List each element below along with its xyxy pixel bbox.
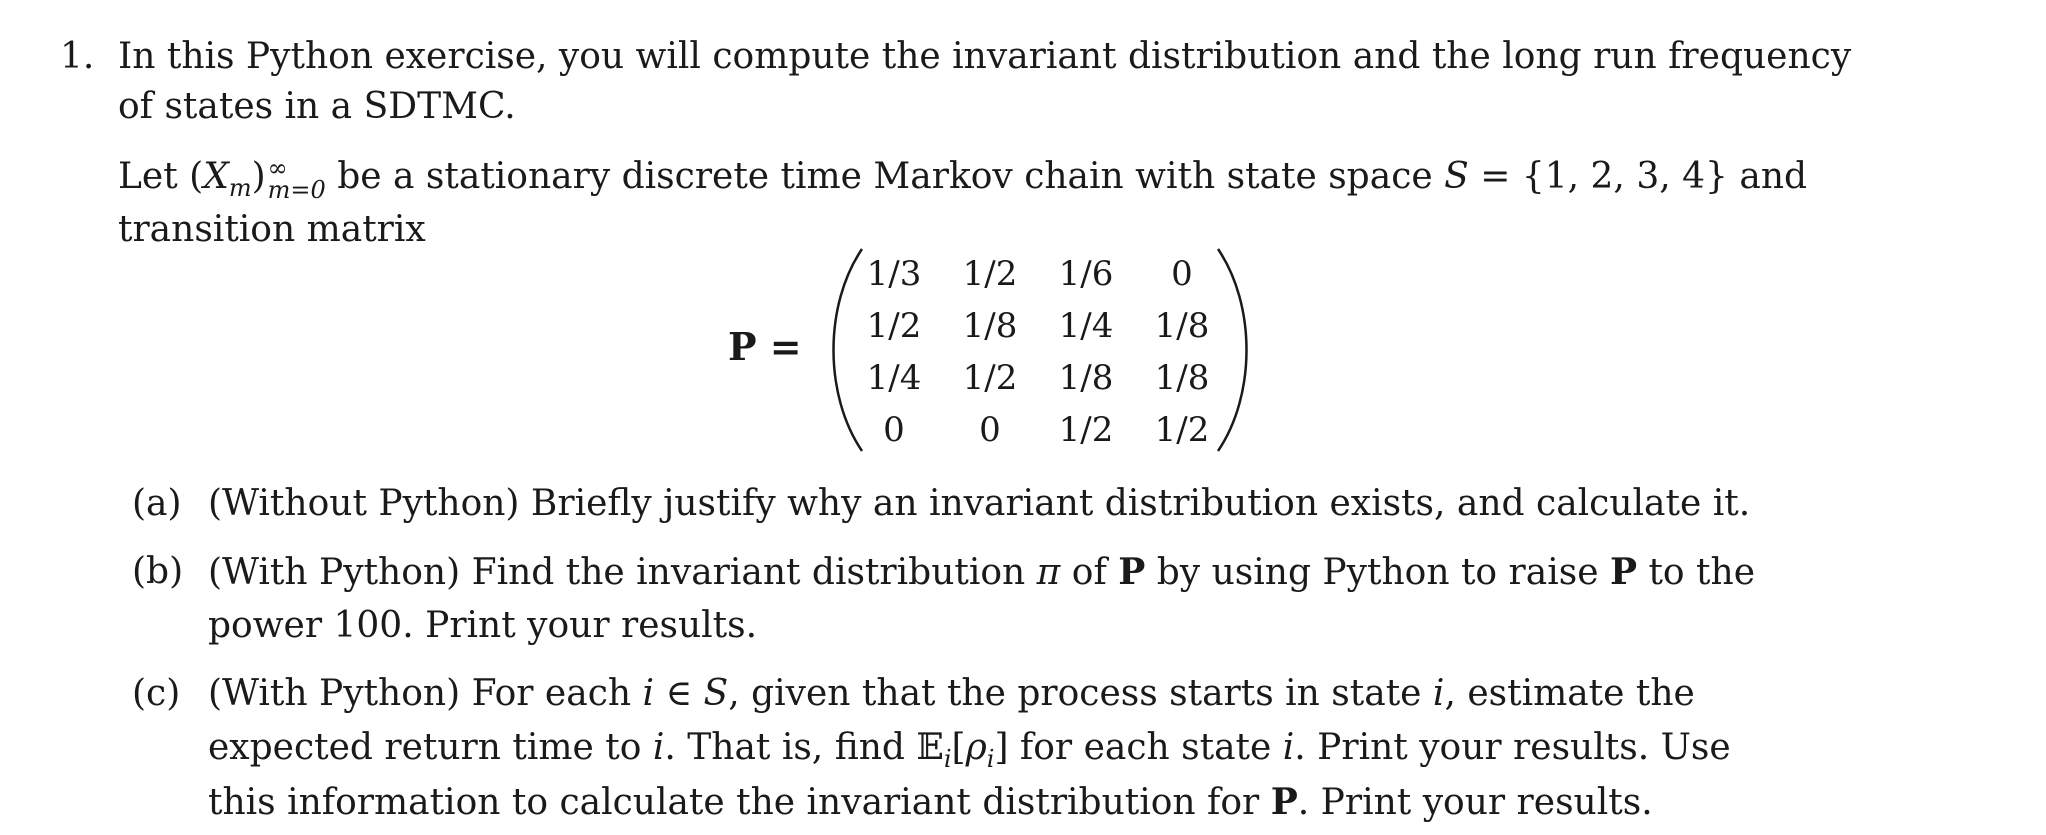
part-c-text-4: , estimate the xyxy=(1444,673,1695,714)
part-c-text-3: , given that the process starts in state xyxy=(728,673,1433,714)
part-b-line-2: power 100. Print your results. xyxy=(208,605,758,646)
paren-open: ( xyxy=(189,156,204,197)
part-b-text-3: by using Python to raise xyxy=(1145,552,1610,593)
transition-matrix-label: transition matrix xyxy=(118,209,426,250)
state-space-symbol: S xyxy=(1444,156,1469,197)
expectation-subscript: i xyxy=(943,745,952,774)
part-c-text-1: (With Python) For each xyxy=(208,673,643,714)
let-line xyxy=(118,154,1808,204)
i-symbol-3: i xyxy=(652,727,665,768)
part-b-label: (b) xyxy=(132,551,184,592)
matrix-p-label: P = xyxy=(728,324,802,369)
pi-symbol: π xyxy=(1036,552,1061,593)
part-b-text-2: of xyxy=(1060,552,1119,593)
part-c-text-3b: . Print your results. xyxy=(1297,782,1653,823)
expectation-symbol: 𝔼 xyxy=(916,727,944,768)
x-variable: X xyxy=(203,156,229,197)
let-word: Let xyxy=(118,156,178,197)
state-space-set: = {1, 2, 3, 4} and xyxy=(1468,156,1808,197)
paren-close: ) xyxy=(251,156,266,197)
part-a-text: (Without Python) Briefly justify why an invariant distribution exists, and calculate it. xyxy=(208,483,1751,524)
matrix-cell-r1-c3: 1/6 xyxy=(1058,254,1114,294)
part-c-text-2b: . That is, find xyxy=(664,727,917,768)
part-b-text-4: to the xyxy=(1637,552,1755,593)
matrix-cell-r2-c2: 1/8 xyxy=(962,306,1018,346)
matrix-cell-r4-c1: 0 xyxy=(883,410,905,450)
intro-line-2: of states in a SDTMC. xyxy=(118,86,516,127)
matrix-cell-r3-c1: 1/4 xyxy=(866,358,922,398)
i-symbol-1: i xyxy=(642,673,654,714)
matrix-cell-r1-c4: 0 xyxy=(1171,254,1193,294)
matrix-p-bold-1: P xyxy=(1118,551,1146,593)
matrix-cell-r2-c3: 1/4 xyxy=(1058,306,1114,346)
matrix-cell-r2-c4: 1/8 xyxy=(1154,306,1210,346)
problem-number: 1. xyxy=(60,36,95,77)
part-c-text-2a: expected return time to xyxy=(208,727,653,768)
matrix-cell-r2-c1: 1/2 xyxy=(866,306,922,346)
part-c-line-1 xyxy=(208,672,1695,716)
bracket-open: [ xyxy=(951,727,966,768)
sequence-subscript: m=0 xyxy=(267,176,326,204)
part-c-text-2d: ] for each state xyxy=(994,727,1283,768)
matrix-cell-r1-c2: 1/2 xyxy=(962,254,1018,294)
let-middle-text: be a stationary discrete time Markov chain with state space xyxy=(325,156,1445,197)
sequence-superscript: ∞ xyxy=(267,154,288,182)
matrix-cell-r3-c3: 1/8 xyxy=(1058,358,1114,398)
matrix-cell-r1-c1: 1/3 xyxy=(866,254,922,294)
part-c-line-2 xyxy=(208,726,1731,774)
part-a-label: (a) xyxy=(132,483,182,524)
rho-subscript: i xyxy=(986,745,995,774)
matrix-cell-r4-c3: 1/2 xyxy=(1058,410,1114,450)
i-symbol-2: i xyxy=(1432,673,1445,714)
intro-line-1: In this Python exercise, you will compute the invariant distribution and the long run frequency xyxy=(118,36,1852,77)
element-of-symbol: ∈ xyxy=(654,673,704,714)
rho-symbol: ρ xyxy=(965,727,987,768)
part-b-text-1: (With Python) Find the invariant distribution xyxy=(208,552,1037,593)
x-subscript: m xyxy=(228,174,252,203)
matrix-cell-r4-c4: 1/2 xyxy=(1154,410,1210,450)
matrix-p-bold-2: P xyxy=(1609,551,1638,593)
matrix-cell-r4-c2: 0 xyxy=(979,410,1001,450)
matrix-p-bold-3: P xyxy=(1270,781,1298,823)
matrix-cell-r3-c4: 1/8 xyxy=(1154,358,1210,398)
matrix-cell-r3-c2: 1/2 xyxy=(962,358,1018,398)
part-c-text-3a: this information to calculate the invariant distribution for xyxy=(208,782,1271,823)
s-symbol: S xyxy=(703,673,729,714)
part-c-text-2e: . Print your results. Use xyxy=(1294,727,1731,768)
i-symbol-4: i xyxy=(1282,727,1295,768)
part-c-label: (c) xyxy=(132,673,181,714)
part-b-line-1 xyxy=(208,550,1755,595)
part-c-line-3 xyxy=(208,780,1653,825)
